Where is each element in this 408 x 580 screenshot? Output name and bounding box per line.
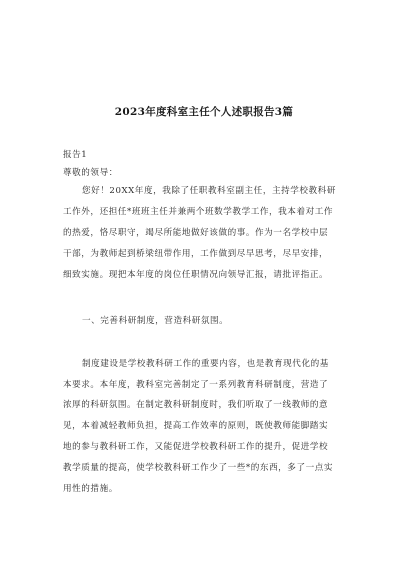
paragraph-1-line: 的热爱，恪尽职守，竭尽所能地做好该做的事。作为一名学校中层 xyxy=(63,228,329,238)
paragraph-2-line: 用性的措施。 xyxy=(63,484,118,494)
section-heading: 一、完善科研制度，营造科研氛围。 xyxy=(82,316,229,326)
paragraph-2-line: 见，本着减轻教师负担，提高工作效率的原则，既使教师能脚踏实 xyxy=(63,421,329,431)
paragraph-1-line: 工作外，还担任*班班主任并兼两个班数学教学工作，我本着对工作 xyxy=(63,207,334,217)
paragraph-1-line: 干部，为教师起到桥梁纽带作用，工作做到尽早思考，尽早安排， xyxy=(63,249,329,259)
paragraph-1-line: 细致实施。现把本年度的岗位任职情况向领导汇报，请批评指正。 xyxy=(63,270,329,280)
paragraph-2-line: 地的参与教科研工作，又能促进学校教科研工作的提升，促进学校 xyxy=(63,442,329,452)
paragraph-2-line: 浓厚的科研氛围。在制定教科研制度时，我们听取了一线教师的意 xyxy=(63,400,329,410)
paragraph-2-line: 教学质量的提高，使学校教科研工作少了一些*的东西，多了一点实 xyxy=(63,463,334,473)
paragraph-1-line: 您好！20XX年度，我除了任职教科室副主任，主持学校教科研 xyxy=(82,186,336,196)
report-label: 报告1 xyxy=(63,150,88,160)
greeting: 尊敬的领导： xyxy=(63,168,118,178)
document-title: 2023年度科室主任个人述职报告3篇 xyxy=(114,106,294,118)
paragraph-2-line: 制度建设是学校教科研工作的重要内容，也是教育现代化的基 xyxy=(82,359,329,369)
paragraph-2-line: 本要求。本年度，教科室完善制定了一系列教育科研制度，营造了 xyxy=(63,380,329,390)
